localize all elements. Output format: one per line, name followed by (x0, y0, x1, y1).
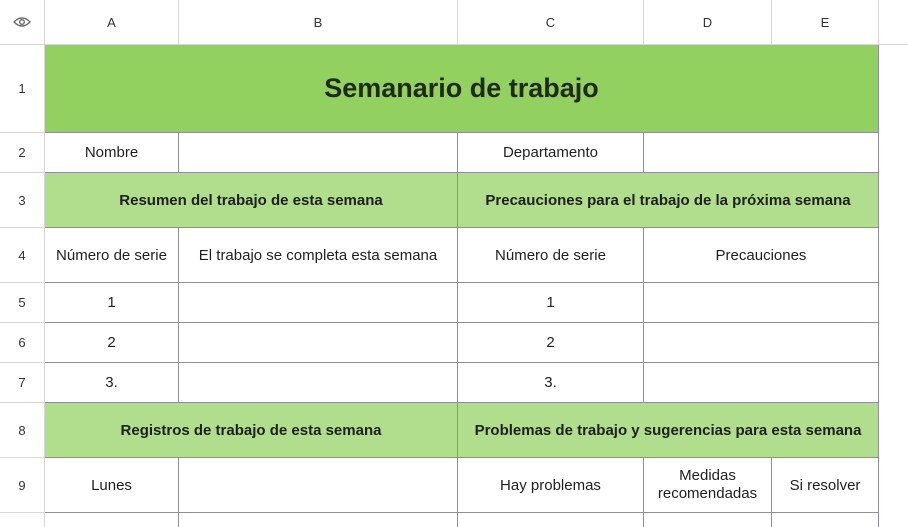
row-header-8[interactable]: 8 (0, 403, 45, 458)
row7-c-cell[interactable]: 3. (458, 363, 644, 403)
row-header-9[interactable]: 9 (0, 458, 45, 513)
recommended-measures-cell[interactable]: Medidas recomendadas (644, 458, 772, 513)
row5-c-cell[interactable]: 1 (458, 283, 644, 323)
department-value-cell[interactable] (644, 133, 879, 173)
row-header-10[interactable] (0, 513, 45, 527)
row7-a-cell[interactable]: 3. (45, 363, 179, 403)
row-header-4[interactable]: 4 (0, 228, 45, 283)
row-header-6[interactable]: 6 (0, 323, 45, 363)
row6-de-cell[interactable] (644, 323, 879, 363)
row-header-3[interactable]: 3 (0, 173, 45, 228)
row-header-7[interactable]: 7 (0, 363, 45, 403)
column-header-d[interactable]: D (644, 0, 772, 45)
row7-b-cell[interactable] (179, 363, 458, 403)
row-header-5[interactable]: 5 (0, 283, 45, 323)
row6-c-cell[interactable]: 2 (458, 323, 644, 363)
serial-number-left-cell[interactable]: Número de serie (45, 228, 179, 283)
sheet-title-cell[interactable]: Semanario de trabajo (45, 45, 879, 133)
monday-cell[interactable]: Lunes (45, 458, 179, 513)
precautions-cell[interactable]: Precauciones (644, 228, 879, 283)
department-label-cell[interactable]: Departamento (458, 133, 644, 173)
name-value-cell[interactable] (179, 133, 458, 173)
column-header-c[interactable]: C (458, 0, 644, 45)
row5-de-cell[interactable] (644, 283, 879, 323)
row10-e-cell[interactable] (772, 513, 879, 527)
row7-de-cell[interactable] (644, 363, 879, 403)
work-completed-cell[interactable]: El trabajo se completa esta semana (179, 228, 458, 283)
row5-b-cell[interactable] (179, 283, 458, 323)
resolved-cell[interactable]: Si resolver (772, 458, 879, 513)
name-label-cell[interactable]: Nombre (45, 133, 179, 173)
row-header-1[interactable]: 1 (0, 45, 45, 133)
row5-a-cell[interactable]: 1 (45, 283, 179, 323)
row10-b-cell[interactable] (179, 513, 458, 527)
column-header-e[interactable]: E (772, 0, 879, 45)
problems-header-cell[interactable]: Problemas de trabajo y sugerencias para esta semana (458, 403, 879, 458)
eye-icon[interactable] (13, 16, 31, 28)
records-header-cell[interactable]: Registros de trabajo de esta semana (45, 403, 458, 458)
row-header-2[interactable]: 2 (0, 133, 45, 173)
monday-log-cell[interactable] (179, 458, 458, 513)
row10-a-cell[interactable] (45, 513, 179, 527)
row6-a-cell[interactable]: 2 (45, 323, 179, 363)
column-header-extra (879, 0, 908, 45)
problems-cell[interactable]: Hay problemas (458, 458, 644, 513)
row10-d-cell[interactable] (644, 513, 772, 527)
select-all-corner[interactable] (0, 0, 45, 45)
precautions-header-cell[interactable]: Precauciones para el trabajo de la próxima semana (458, 173, 879, 228)
row6-b-cell[interactable] (179, 323, 458, 363)
row10-c-cell[interactable] (458, 513, 644, 527)
summary-header-cell[interactable]: Resumen del trabajo de esta semana (45, 173, 458, 228)
column-header-b[interactable]: B (179, 0, 458, 45)
serial-number-right-cell[interactable]: Número de serie (458, 228, 644, 283)
column-header-a[interactable]: A (45, 0, 179, 45)
